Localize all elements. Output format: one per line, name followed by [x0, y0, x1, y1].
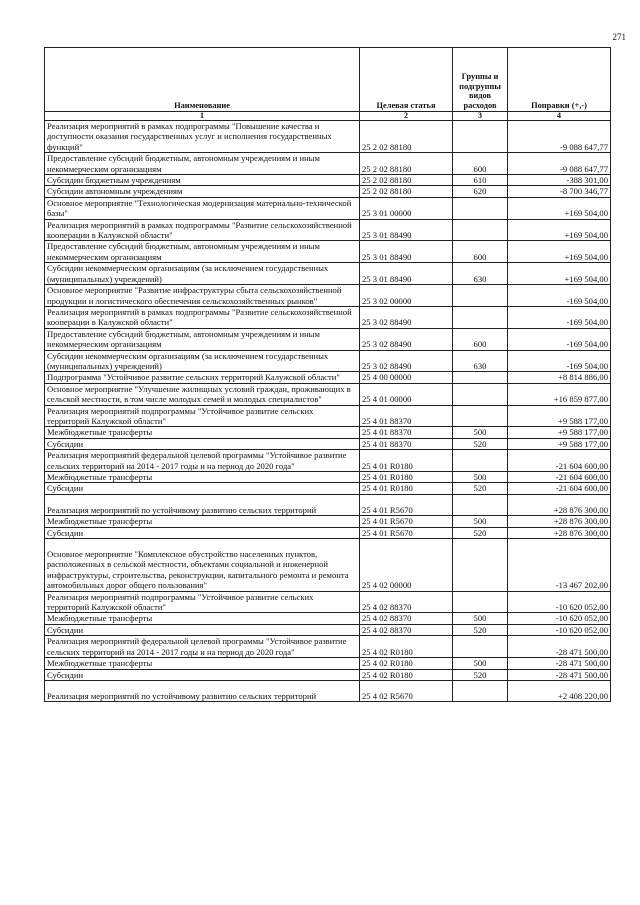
row-target-code: 25 4 01 R0180 — [360, 450, 453, 472]
table-header — [45, 48, 611, 121]
row-expense-group: 500 — [453, 658, 508, 669]
row-target-code: 25 4 01 R0180 — [360, 483, 453, 494]
row-expense-group: 520 — [453, 527, 508, 538]
header-amount: Поправки (+,-) — [508, 48, 611, 112]
row-target-code: 25 2 02 88180 — [360, 153, 453, 175]
row-expense-group — [453, 494, 508, 515]
row-amount: -9 088 647,77 — [508, 121, 611, 153]
table-row — [45, 219, 611, 241]
table-row — [45, 624, 611, 635]
row-target-code: 25 4 01 88370 — [360, 427, 453, 438]
row-expense-group: 610 — [453, 175, 508, 186]
row-amount: +169 504,00 — [508, 263, 611, 285]
row-expense-group — [453, 219, 508, 241]
table-row — [45, 527, 611, 538]
row-target-code: 25 4 01 88370 — [360, 405, 453, 427]
row-name: Предоставление субсидий бюджетным, автономным учреждениям и иным некоммерческим организациям — [45, 241, 360, 263]
row-target-code: 25 4 01 R5670 — [360, 516, 453, 527]
table-row — [45, 494, 611, 515]
row-target-code: 25 4 01 00000 — [360, 383, 453, 405]
row-expense-group: 520 — [453, 483, 508, 494]
row-target-code: 25 3 02 88490 — [360, 328, 453, 350]
table-row — [45, 121, 611, 153]
row-target-code: 25 2 02 88180 — [360, 175, 453, 186]
row-target-code: 25 4 02 R0180 — [360, 658, 453, 669]
row-target-code: 25 4 02 00000 — [360, 539, 453, 592]
row-amount: +9 588 177,00 — [508, 427, 611, 438]
table-row — [45, 472, 611, 483]
row-target-code: 25 4 02 88370 — [360, 613, 453, 624]
table-row — [45, 680, 611, 701]
row-expense-group — [453, 197, 508, 219]
row-amount: +2 408 220,00 — [508, 680, 611, 701]
page-number: 271 — [612, 32, 626, 42]
row-amount: -10 620 052,00 — [508, 591, 611, 613]
row-expense-group — [453, 450, 508, 472]
row-target-code: 25 3 02 88490 — [360, 350, 453, 372]
row-expense-group — [453, 372, 508, 383]
table-row — [45, 383, 611, 405]
row-target-code: 25 2 02 88180 — [360, 186, 453, 197]
table-row — [45, 285, 611, 307]
row-name: Реализация мероприятий в рамках подпрограммы "Развитие сельскохозяйственной кооперации в Калужской области" — [45, 219, 360, 241]
row-name: Межбюджетные трансферты — [45, 427, 360, 438]
column-number: 4 — [508, 112, 611, 121]
row-target-code: 25 4 02 R0180 — [360, 669, 453, 680]
table-row — [45, 427, 611, 438]
budget-table — [44, 47, 611, 702]
row-name: Субсидии некоммерческим организациям (за исключением государственных (муниципальных) учреждений) — [45, 350, 360, 372]
table-row — [45, 669, 611, 680]
row-name: Межбюджетные трансферты — [45, 658, 360, 669]
row-amount: +8 814 886,00 — [508, 372, 611, 383]
row-expense-group: 600 — [453, 153, 508, 175]
table-row — [45, 197, 611, 219]
table-row — [45, 153, 611, 175]
row-amount: -28 471 500,00 — [508, 658, 611, 669]
table-row — [45, 450, 611, 472]
row-expense-group: 600 — [453, 241, 508, 263]
row-target-code: 25 4 01 R5670 — [360, 527, 453, 538]
row-amount: -13 467 202,00 — [508, 539, 611, 592]
table-row — [45, 613, 611, 624]
row-expense-group — [453, 121, 508, 153]
table-row — [45, 636, 611, 658]
row-name: Субсидии автономным учреждениям — [45, 186, 360, 197]
row-amount: +169 504,00 — [508, 241, 611, 263]
row-amount: -169 504,00 — [508, 328, 611, 350]
column-number: 2 — [360, 112, 453, 121]
row-amount: -8 700 346,77 — [508, 186, 611, 197]
table-row — [45, 241, 611, 263]
header-name: Наименование — [45, 48, 360, 112]
row-expense-group — [453, 680, 508, 701]
row-amount: -388 301,00 — [508, 175, 611, 186]
row-amount: -21 604 600,00 — [508, 472, 611, 483]
row-target-code: 25 3 02 88490 — [360, 306, 453, 328]
row-expense-group — [453, 383, 508, 405]
row-name: Подпрограмма "Устойчивое развитие сельских территорий Калужской области" — [45, 372, 360, 383]
row-amount: -169 504,00 — [508, 350, 611, 372]
header-group: Группы и подгруппы видов расходов — [453, 48, 508, 112]
row-target-code: 25 3 01 00000 — [360, 197, 453, 219]
row-target-code: 25 4 02 88370 — [360, 624, 453, 635]
row-expense-group — [453, 539, 508, 592]
row-amount: +169 504,00 — [508, 197, 611, 219]
row-amount: -169 504,00 — [508, 306, 611, 328]
row-amount: +16 859 877,00 — [508, 383, 611, 405]
row-expense-group — [453, 285, 508, 307]
row-target-code: 25 3 01 88490 — [360, 219, 453, 241]
row-amount: +169 504,00 — [508, 219, 611, 241]
row-name: Межбюджетные трансферты — [45, 516, 360, 527]
row-amount: -10 620 052,00 — [508, 613, 611, 624]
table-row — [45, 372, 611, 383]
row-name: Основное мероприятие "Комплексное обустройство населенных пунктов, расположенных в сельской местности, объектами социальной и инженерной инфраструктуры, строительства, реконструкции, капитального ремонта и ремонта автомобильных дорог общего пользования" — [45, 539, 360, 592]
table-row — [45, 591, 611, 613]
table-row — [45, 539, 611, 592]
row-expense-group — [453, 636, 508, 658]
row-target-code: 25 3 01 88490 — [360, 263, 453, 285]
table-row — [45, 516, 611, 527]
row-expense-group: 630 — [453, 263, 508, 285]
row-target-code: 25 3 02 00000 — [360, 285, 453, 307]
row-target-code: 25 4 01 R0180 — [360, 472, 453, 483]
row-expense-group — [453, 405, 508, 427]
row-amount: +28 876 300,00 — [508, 494, 611, 515]
row-expense-group: 500 — [453, 613, 508, 624]
row-expense-group: 600 — [453, 328, 508, 350]
row-name: Реализация мероприятий подпрограммы "Устойчивое развитие сельских территорий Калужской области" — [45, 405, 360, 427]
header-code: Целевая статья — [360, 48, 453, 112]
row-expense-group: 520 — [453, 624, 508, 635]
column-number: 1 — [45, 112, 360, 121]
row-expense-group: 520 — [453, 438, 508, 449]
row-name: Основное мероприятие "Развитие инфраструктуры сбыта сельскохозяйственной продукции и логистического обеспечения сельскохозяйственных рынков" — [45, 285, 360, 307]
row-expense-group: 500 — [453, 516, 508, 527]
row-name: Предоставление субсидий бюджетным, автономным учреждениям и иным некоммерческим организациям — [45, 153, 360, 175]
row-name: Реализация мероприятий федеральной целевой программы "Устойчивое развитие сельских территорий на 2014 - 2017 годы и на период до 2020 года" — [45, 636, 360, 658]
row-target-code: 25 4 02 R0180 — [360, 636, 453, 658]
table-row — [45, 658, 611, 669]
row-amount: +28 876 300,00 — [508, 516, 611, 527]
row-target-code: 25 4 00 00000 — [360, 372, 453, 383]
row-name: Межбюджетные трансферты — [45, 613, 360, 624]
row-amount: -21 604 600,00 — [508, 483, 611, 494]
table-row — [45, 186, 611, 197]
row-name: Реализация мероприятий федеральной целевой программы "Устойчивое развитие сельских территорий на 2014 - 2017 годы и на период до 2020 года" — [45, 450, 360, 472]
row-expense-group: 520 — [453, 669, 508, 680]
row-amount: -21 604 600,00 — [508, 450, 611, 472]
row-name: Реализация мероприятий в рамках подпрограммы "Развитие сельскохозяйственной кооперации в Калужской области" — [45, 306, 360, 328]
row-expense-group — [453, 591, 508, 613]
row-name: Субсидии некоммерческим организациям (за исключением государственных (муниципальных) учреждений) — [45, 263, 360, 285]
row-target-code: 25 4 01 88370 — [360, 438, 453, 449]
row-name: Реализация мероприятий по устойчивому развитию сельских территорий — [45, 680, 360, 701]
row-expense-group: 620 — [453, 186, 508, 197]
row-amount: +9 588 177,00 — [508, 405, 611, 427]
row-amount: -9 088 647,77 — [508, 153, 611, 175]
row-amount: +28 876 300,00 — [508, 527, 611, 538]
row-amount: +9 588 177,00 — [508, 438, 611, 449]
row-name: Субсидии — [45, 438, 360, 449]
row-name: Субсидии — [45, 483, 360, 494]
row-name: Субсидии — [45, 624, 360, 635]
row-target-code: 25 4 02 88370 — [360, 591, 453, 613]
table-row — [45, 350, 611, 372]
row-amount: -28 471 500,00 — [508, 669, 611, 680]
row-name: Межбюджетные трансферты — [45, 472, 360, 483]
row-expense-group: 500 — [453, 427, 508, 438]
table-row — [45, 483, 611, 494]
table-row — [45, 438, 611, 449]
row-name: Реализация мероприятий по устойчивому развитию сельских территорий — [45, 494, 360, 515]
row-amount: -28 471 500,00 — [508, 636, 611, 658]
table-row — [45, 306, 611, 328]
table-body — [45, 121, 611, 702]
table-row — [45, 328, 611, 350]
row-target-code: 25 2 02 88180 — [360, 121, 453, 153]
row-amount: -10 620 052,00 — [508, 624, 611, 635]
row-amount: -169 504,00 — [508, 285, 611, 307]
row-target-code: 25 4 01 R5670 — [360, 494, 453, 515]
row-expense-group: 500 — [453, 472, 508, 483]
row-name: Субсидии бюджетным учреждениям — [45, 175, 360, 186]
row-name: Реализация мероприятий подпрограммы "Устойчивое развитие сельских территорий Калужской области" — [45, 591, 360, 613]
column-number: 3 — [453, 112, 508, 121]
table-row — [45, 175, 611, 186]
table-row — [45, 405, 611, 427]
row-name: Основное мероприятие "Технологическая модернизация материально-технической базы" — [45, 197, 360, 219]
row-expense-group: 630 — [453, 350, 508, 372]
row-name: Субсидии — [45, 527, 360, 538]
row-name: Реализация мероприятий в рамках подпрограммы "Повышение качества и доступности оказания государственных услуг и исполнения государственных функций" — [45, 121, 360, 153]
row-name: Основное мероприятие "Улучшение жилищных условий граждан, проживающих в сельской местности, в том числе молодых семей и молодых специалистов" — [45, 383, 360, 405]
row-target-code: 25 3 01 88490 — [360, 241, 453, 263]
row-target-code: 25 4 02 R5670 — [360, 680, 453, 701]
row-name: Предоставление субсидий бюджетным, автономным учреждениям и иным некоммерческим организациям — [45, 328, 360, 350]
row-name: Субсидии — [45, 669, 360, 680]
row-expense-group — [453, 306, 508, 328]
table-row — [45, 263, 611, 285]
